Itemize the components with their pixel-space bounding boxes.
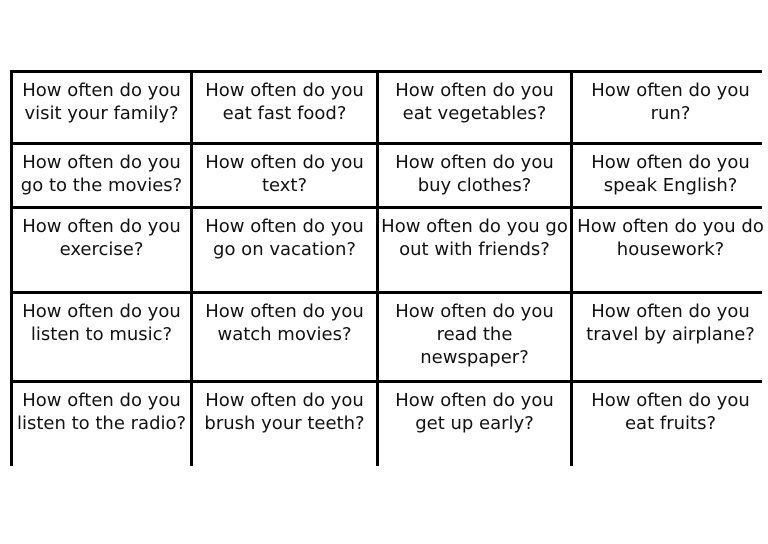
question-card: How often do you exercise?	[13, 209, 190, 291]
question-card: How often do you text?	[193, 145, 376, 206]
question-card: How often do you read the newspaper?	[379, 294, 570, 380]
question-card: How often do you eat fast food?	[193, 73, 376, 142]
question-card: How often do you eat fruits?	[573, 383, 768, 475]
question-card-grid	[10, 70, 762, 466]
question-card: How often do you watch movies?	[193, 294, 376, 380]
question-card: How often do you do housework?	[573, 209, 768, 291]
question-card: How often do you go on vacation?	[193, 209, 376, 291]
question-card: How often do you buy clothes?	[379, 145, 570, 206]
question-card: How often do you listen to music?	[13, 294, 190, 380]
question-card: How often do you speak English?	[573, 145, 768, 206]
question-card: How often do you visit your family?	[13, 73, 190, 142]
question-card: How often do you go to the movies?	[13, 145, 190, 206]
question-card: How often do you go out with friends?	[379, 209, 570, 291]
question-card: How often do you travel by airplane?	[573, 294, 768, 380]
question-card: How often do you listen to the radio?	[13, 383, 190, 475]
question-card: How often do you brush your teeth?	[193, 383, 376, 475]
question-card: How often do you get up early?	[379, 383, 570, 475]
question-card: How often do you eat vegetables?	[379, 73, 570, 142]
question-card: How often do you run?	[573, 73, 768, 142]
